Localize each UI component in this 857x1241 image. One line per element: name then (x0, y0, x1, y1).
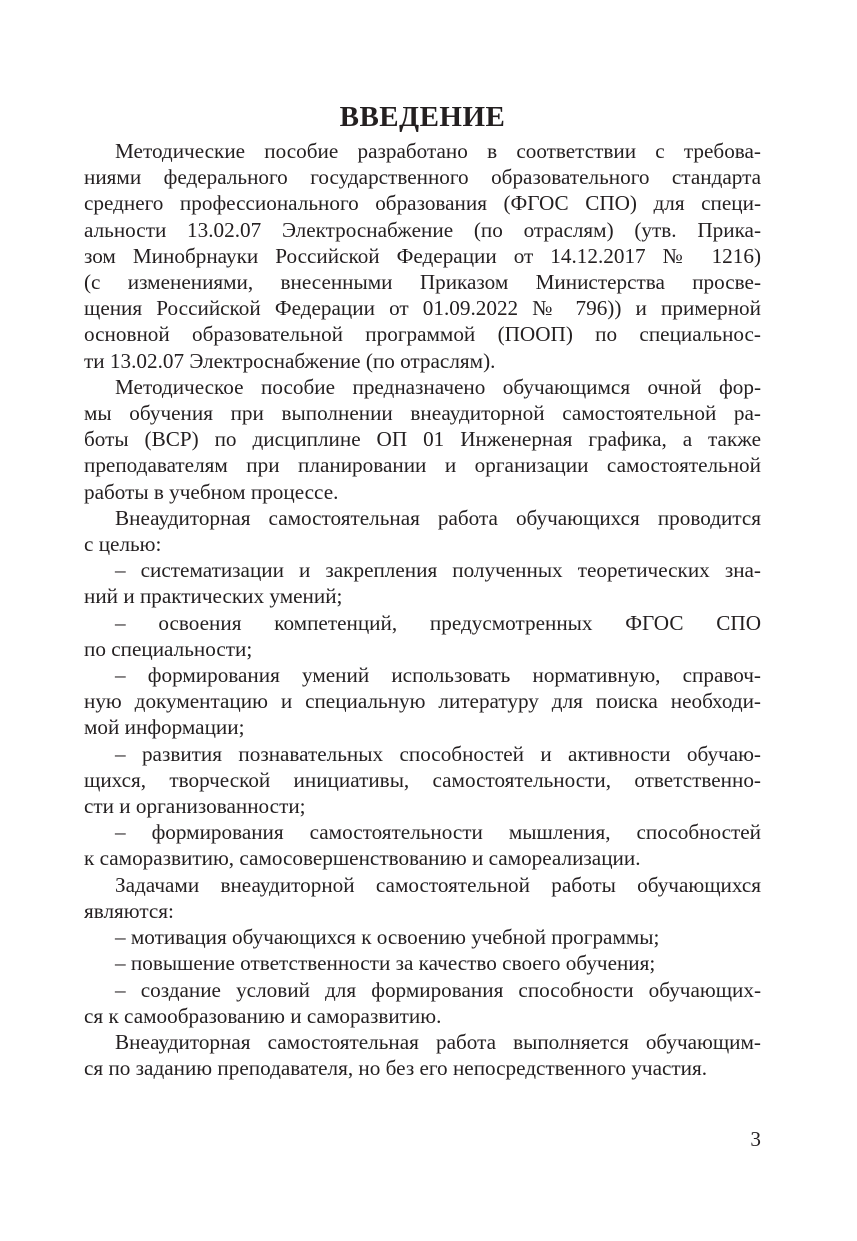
text-line: ся к самообразованию и саморазвитию. (84, 1003, 442, 1028)
text-line: мой информации; (84, 715, 245, 740)
text-line: к саморазвитию, самосовершенствованию и самореализации. (84, 846, 641, 871)
paragraph (84, 977, 761, 1029)
text-line: ся по заданию преподавателя, но без его непосредственного участия. (84, 1056, 708, 1081)
body-text (84, 138, 761, 1081)
text-line: ную документацию и специальную литературу для поиска необходи- (84, 689, 761, 714)
text-line: работы в учебном процессе. (84, 479, 339, 504)
text-line: ниями федерального государственного образовательного стандарта (84, 165, 761, 190)
paragraph (84, 924, 761, 950)
text-line: по специальности; (84, 636, 253, 661)
paragraph (84, 138, 761, 374)
text-line: зом Минобрнауки Российской Федерации от 14.12.2017 № 1216) (84, 243, 761, 268)
text-line: – формирования умений использовать нормативную, справоч- (115, 663, 761, 688)
text-line: (с изменениями, внесенными Приказом Министерства просве- (84, 270, 761, 295)
text-line: являются: (84, 898, 174, 923)
text-line: – формирования самостоятельности мышления, способностей (115, 820, 761, 845)
text-line: альности 13.02.07 Электроснабжение (по отраслям) (утв. Прика- (84, 217, 761, 242)
text-line: Методическое пособие предназначено обучающимся очной фор- (115, 374, 761, 399)
text-line: Методические пособие разработано в соответствии с требова- (115, 139, 761, 163)
text-line: – развития познавательных способностей и активности обучаю- (115, 741, 761, 766)
text-line: щихся, творческой инициативы, самостоятельности, ответственно- (84, 767, 761, 792)
document-page (84, 100, 761, 1081)
text-line: среднего профессионального образования (ФГОС СПО) для специ- (84, 191, 761, 216)
paragraph (84, 741, 761, 820)
text-line: основной образовательной программой (ПООП) по специальнос- (84, 322, 761, 347)
text-line: мы обучения при выполнении внеаудиторной самостоятельной ра- (84, 401, 761, 426)
text-line: – повышение ответственности за качество своего обучения; (115, 951, 656, 976)
paragraph (84, 505, 761, 557)
page-number: 3 (750, 1127, 761, 1151)
text-line: ний и практических умений; (84, 584, 343, 609)
text-line: Внеаудиторная самостоятельная работа выполняется обучающим- (115, 1029, 761, 1054)
text-line: с целью: (84, 532, 162, 557)
text-line: Задачами внеаудиторной самостоятельной работы обучающихся (115, 872, 761, 897)
text-line: ти 13.02.07 Электроснабжение (по отраслям). (84, 348, 496, 373)
paragraph (84, 872, 761, 924)
text-line: боты (ВСР) по дисциплине ОП 01 Инженерная графика, а также (84, 427, 761, 452)
text-line: – мотивация обучающихся к освоению учебной программы; (115, 925, 660, 950)
text-line: – освоения компетенций, предусмотренных ФГОС СПО (115, 610, 761, 635)
paragraph (84, 1029, 761, 1081)
text-line: преподавателям при планировании и организации самостоятельной (84, 453, 761, 478)
page-title: ВВЕДЕНИЕ (339, 101, 506, 133)
paragraph (84, 950, 761, 976)
paragraph (84, 374, 761, 505)
paragraph (84, 819, 761, 871)
text-line: Внеаудиторная самостоятельная работа обучающихся проводится (115, 505, 761, 530)
text-line: щения Российской Федерации от 01.09.2022 № 796)) и примерной (84, 296, 761, 321)
paragraph (84, 557, 761, 609)
text-line: – создание условий для формирования способности обучающих- (115, 977, 761, 1002)
paragraph (84, 610, 761, 662)
paragraph (84, 662, 761, 741)
text-line: – систематизации и закрепления полученных теоретических зна- (115, 558, 761, 583)
text-line: сти и организованности; (84, 794, 306, 819)
